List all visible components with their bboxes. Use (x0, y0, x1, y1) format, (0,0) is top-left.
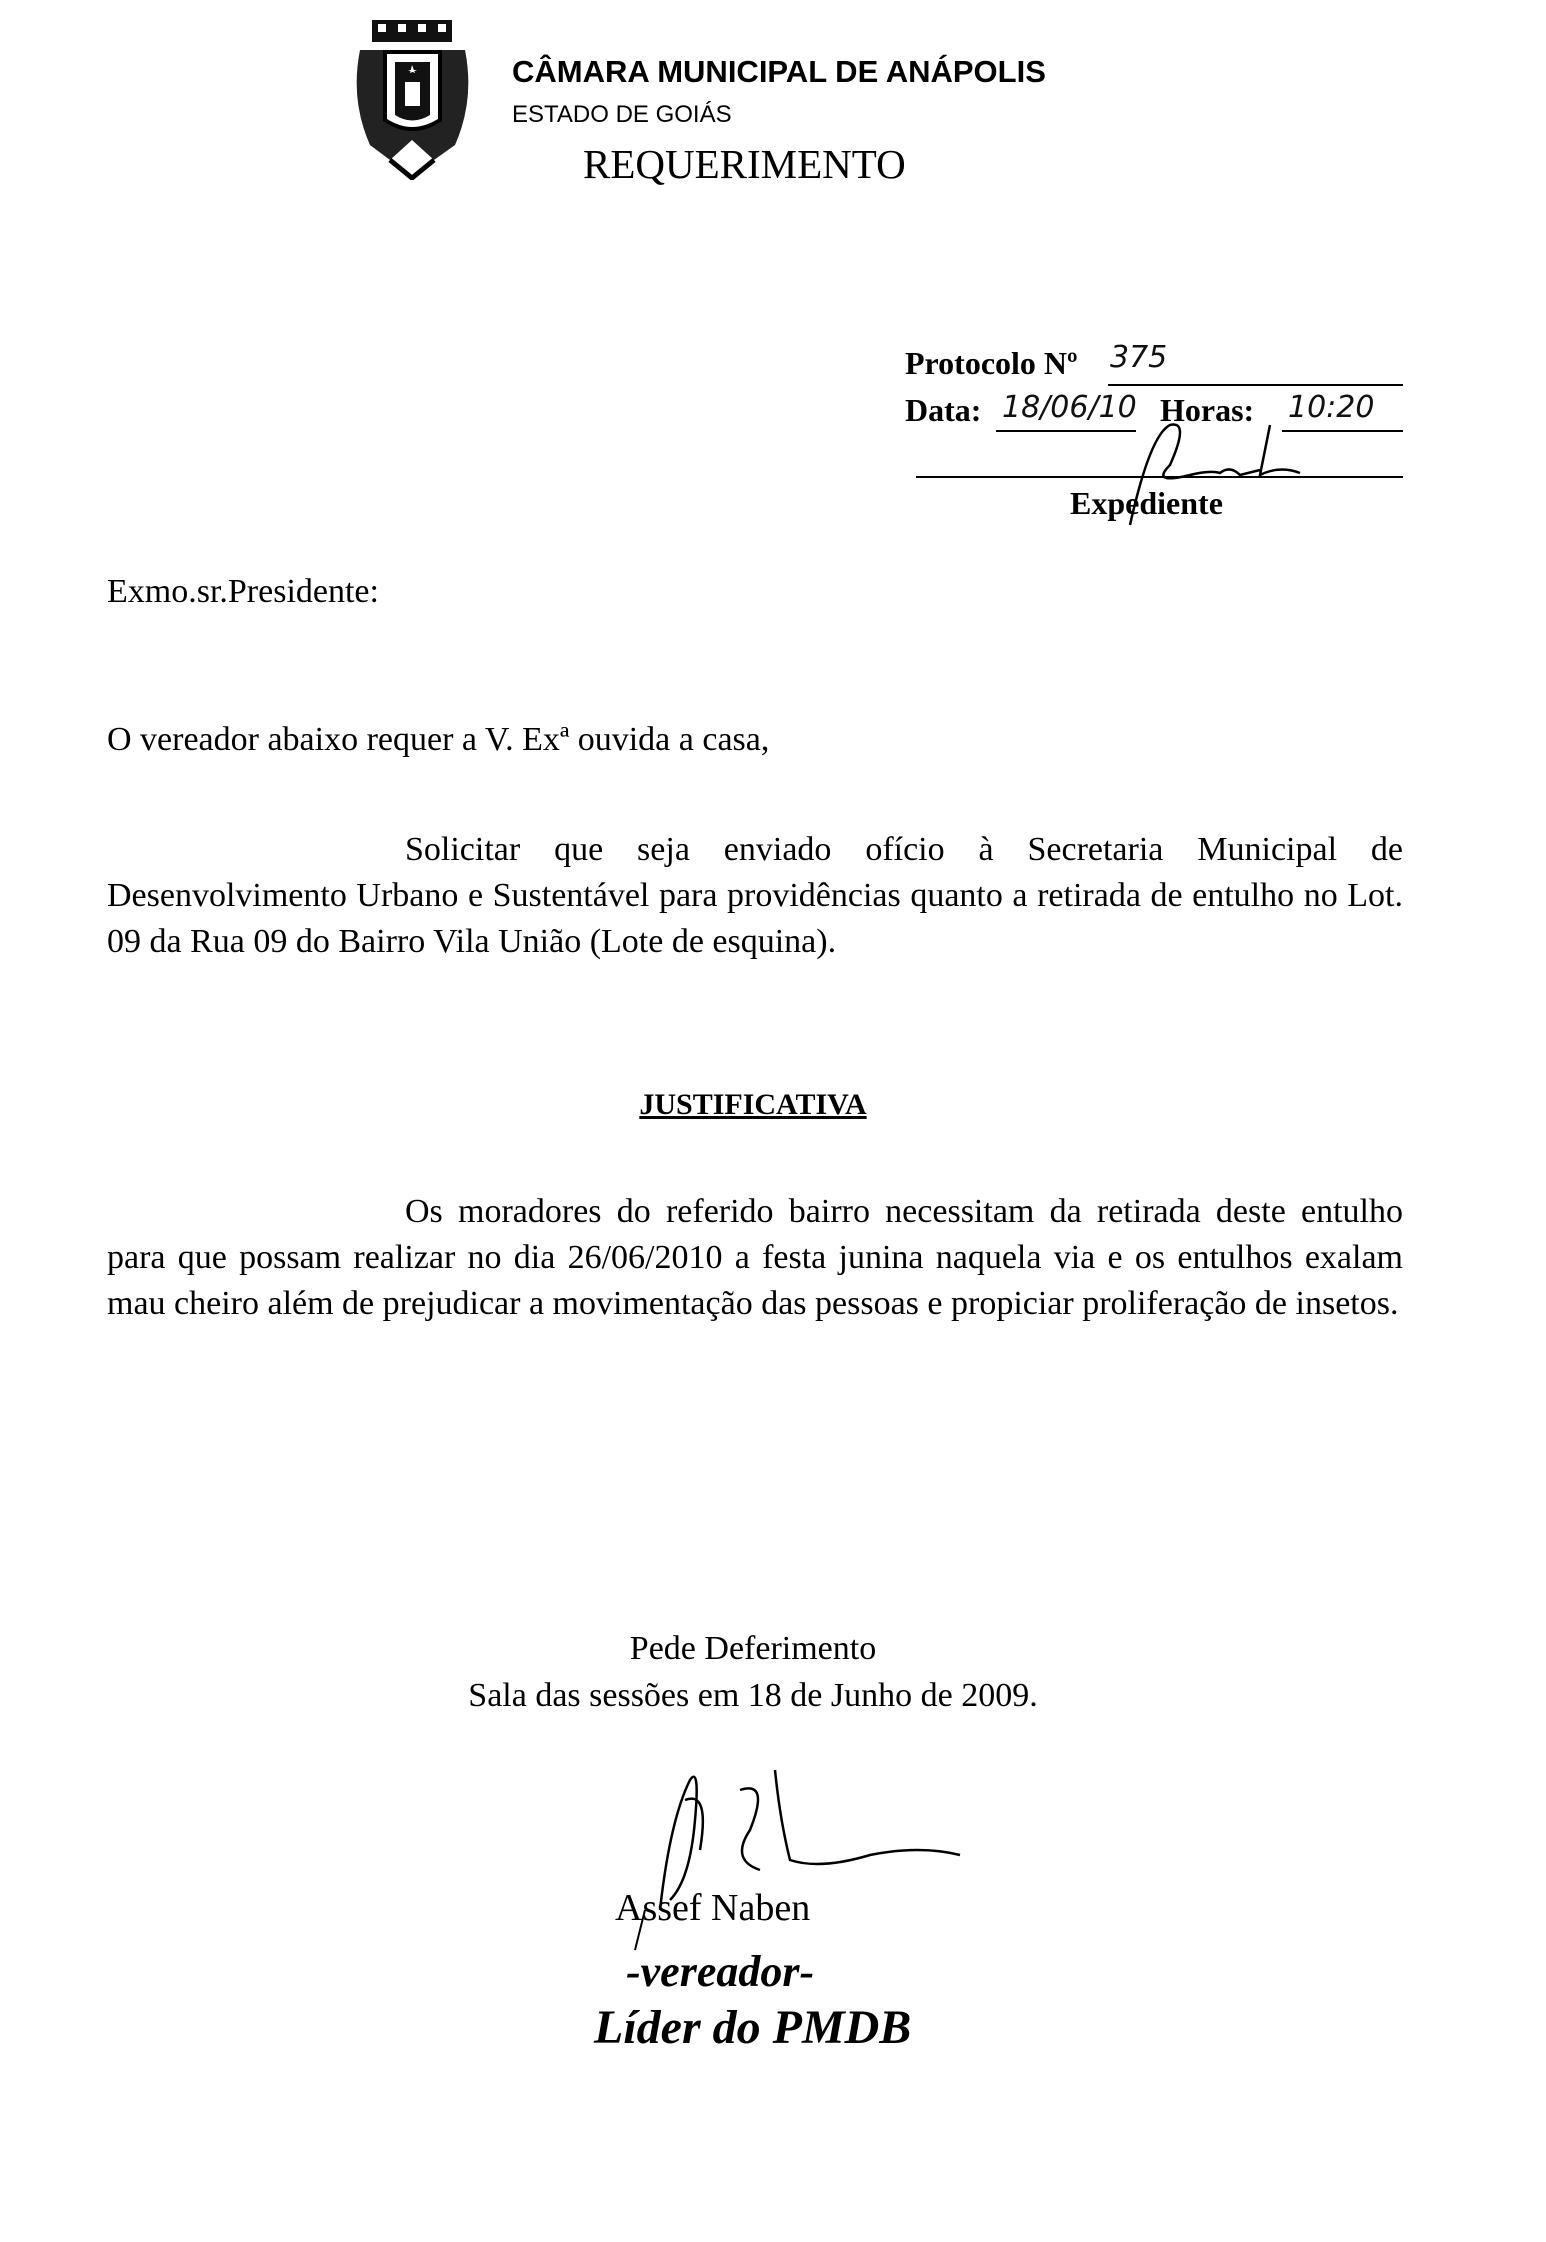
councilor-name: Assef Naben (615, 1887, 811, 1929)
request-paragraph (107, 827, 1403, 965)
salutation: Exmo.sr.Presidente: (107, 573, 379, 610)
councilor-role: -vereador- (626, 1947, 815, 1996)
justification-text: Os moradores do referido bairro necessitam da retirada deste entulho para que possam realizar no dia 26/06/2010 a festa junina naquela via e os entulhos exalam mau cheiro além de prejudicar a movimentação das pessoas e propiciar proliferação de insetos. (107, 1193, 1403, 1322)
justification-paragraph (107, 1189, 1403, 1327)
councilor-title: Líder do PMDB (594, 2001, 912, 2054)
intro-line: O vereador abaixo requer a V. Exª ouvida a casa, (107, 721, 770, 758)
councilor-signature-icon (600, 1760, 970, 1960)
document-type: REQUERIMENTO (583, 141, 906, 187)
place-date: Sala das sessões em 18 de Junho de 2009. (468, 1677, 1038, 1714)
protocol-label: Protocolo Nº (905, 345, 1078, 381)
coat-of-arms-icon (350, 20, 475, 180)
expediente-line (916, 476, 1403, 478)
institution-name: CÂMARA MUNICIPAL DE ANÁPOLIS (512, 54, 1046, 89)
justification-title: JUSTIFICATIVA (639, 1088, 867, 1121)
expediente-label: Expediente (1070, 485, 1223, 521)
request-deferment: Pede Deferimento (629, 1630, 877, 1667)
request-text: Solicitar que seja enviado ofício à Secretaria Municipal de Desenvolvimento Urbano e Sustentável para providências quanto a retirada de entulho no Lot. 09 da Rua 09 do Bairro Vila União (Lote de esquina). (107, 831, 1403, 960)
protocol-number: 375 (1110, 340, 1168, 375)
hours-value: 10:20 (1288, 390, 1375, 425)
hours-label: Horas: (1160, 392, 1255, 428)
date-value: 18/06/10 (1002, 390, 1137, 425)
date-label: Data: (905, 392, 982, 428)
state-name: ESTADO DE GOIÁS (512, 101, 732, 128)
protocol-underline (1108, 384, 1403, 386)
